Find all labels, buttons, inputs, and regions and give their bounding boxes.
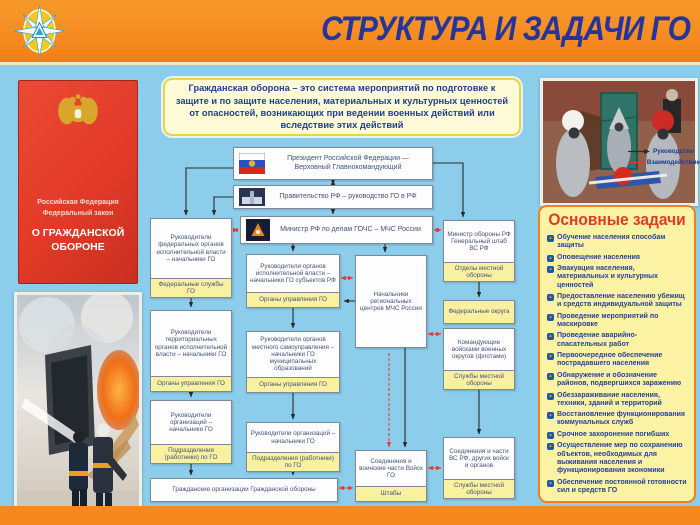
- coat-of-arms-icon: [56, 91, 100, 131]
- mchs-bullet-icon: ▲: [548, 353, 553, 360]
- legend: [628, 148, 700, 170]
- book-subtitle: Российская Федерация Федеральный закон: [37, 199, 119, 217]
- box-regional-centers: Начальники региональных центров МЧС России: [355, 255, 427, 348]
- mchs-bullet-icon: ▲: [548, 392, 553, 399]
- box-district-commanders: Командующие войсками военных округов (флотами) Службы местной обороны: [443, 328, 515, 390]
- mchs-ministry-icon: [246, 219, 270, 241]
- footer-bar: [0, 506, 700, 525]
- task-item: ▲ Осуществление мер по сохранению объектов, необходимых для выживания населения и функционирования экономики: [548, 442, 683, 475]
- rescuers-photo: [540, 78, 698, 206]
- box-president: Президент Российской Федерации — Верховный Главнокомандующий: [233, 147, 433, 180]
- task-item: ▲ Оповещение населения: [548, 253, 640, 261]
- mchs-bullet-icon: ▲: [548, 313, 553, 320]
- task-item: ▲ Обеззараживание населения, техники, зданий и территорий: [548, 391, 662, 407]
- red-arrow-icon: [628, 159, 644, 166]
- president-flag-icon: [239, 153, 265, 174]
- government-building-icon: [239, 188, 265, 206]
- main-tasks-panel: [538, 205, 696, 503]
- box-federal-districts: Федеральные округа: [443, 300, 515, 324]
- black-arrow-icon: [628, 148, 650, 155]
- task-item: ▲ Первоочередное обеспечение пострадавшего населения: [548, 352, 663, 368]
- mchs-bullet-icon: ▲: [548, 443, 553, 450]
- legend-command: Руководство: [628, 148, 700, 155]
- tasks-list: [547, 234, 687, 495]
- task-item: ▲ Срочное захоронение погибших: [548, 430, 670, 438]
- mchs-bullet-icon: ▲: [548, 431, 553, 438]
- task-item: ▲ Обеспечение постоянной готовности сил и средств ГО: [548, 478, 687, 494]
- definition-box: [163, 78, 521, 136]
- box-subject-executives: Руководители органов исполнительной власти – начальники ГО субъектов РФ Органы управления ГО: [246, 254, 340, 308]
- tasks-title: Основные задачи: [548, 211, 686, 230]
- law-book-cover: [18, 80, 138, 284]
- mchs-bullet-icon: ▲: [548, 254, 553, 261]
- task-item: ▲ Обнаружение и обозначение районов, подвергшихся заражению: [548, 371, 682, 388]
- header-bar: [0, 0, 700, 65]
- mchs-bullet-icon: ▲: [548, 333, 553, 340]
- mchs-bullet-icon: ▲: [548, 294, 553, 301]
- mchs-bullet-icon: ▲: [548, 235, 553, 241]
- box-mchs-minister: Министр РФ по делам ГОЧС – МЧС России: [240, 216, 433, 244]
- poster-title: СТРУКТУРА И ЗАДАЧИ ГО: [321, 10, 690, 48]
- task-item: ▲ Эвакуация населения, материальных и культурных ценностей: [548, 265, 659, 289]
- box-federal-bodies: Руководители федеральных органов исполнительной власти – начальники ГО Федеральные службы ГО: [150, 218, 232, 298]
- firefighters-photo: [14, 292, 142, 520]
- task-item: ▲ Обучение населения способам защиты: [548, 234, 666, 250]
- legend-interaction: Взаимодействие: [628, 159, 700, 166]
- box-municipal-executives: Руководители органов местного самоуправления – начальники ГО муниципальных образований Органы управления ГО: [246, 331, 340, 393]
- task-item: ▲ Проведение мероприятий по маскировке: [548, 312, 659, 328]
- mchs-bullet-icon: ▲: [548, 479, 553, 486]
- box-go-troops: Соединения и воинские части Войск ГО Штабы: [355, 450, 427, 502]
- box-defense-minister: Министр обороны РФ Генеральный штаб ВС РФ Отделы местной обороны: [443, 220, 515, 282]
- mchs-emblem-icon: [12, 3, 67, 64]
- mchs-bullet-icon: ▲: [548, 372, 553, 379]
- task-item: ▲ Восстановление функционирования коммунальных служб: [548, 411, 686, 427]
- box-armed-forces-units: Соединения и части ВС РФ, других войск и органов Службы местной обороны: [443, 437, 515, 499]
- box-territorial-bodies: Руководители территориальных органов исполнительной власти – начальники ГО Органы управления ГО: [150, 310, 232, 392]
- mchs-bullet-icon: ▲: [548, 266, 553, 273]
- task-item: ▲ Проведение аварийно-спасательных работ: [548, 332, 638, 348]
- task-item: ▲ Предоставление населению убежищ и средств индивидуальной защиты: [548, 293, 685, 309]
- box-organizations-center: Руководители организаций – начальники ГО Подразделения (работники) по ГО: [246, 422, 340, 472]
- definition-text: Гражданская оборона – это система мероприятий по подготовке к защите и по защите населения, материальных и культурных ценностей от опасностей, возникающих при ведении военных действий или вследствие этих действий: [175, 83, 509, 131]
- box-government: Правительство РФ – руководство ГО в РФ: [233, 185, 433, 209]
- mchs-bullet-icon: ▲: [548, 412, 553, 419]
- book-title: О ГРАЖДАНСКОЙ ОБОРОНЕ: [31, 227, 125, 253]
- box-organizations-left: Руководители организаций – начальники ГО Подразделения (работники) по ГО: [150, 400, 232, 464]
- box-civil-organizations: Гражданские организации Гражданской обороны: [150, 478, 338, 502]
